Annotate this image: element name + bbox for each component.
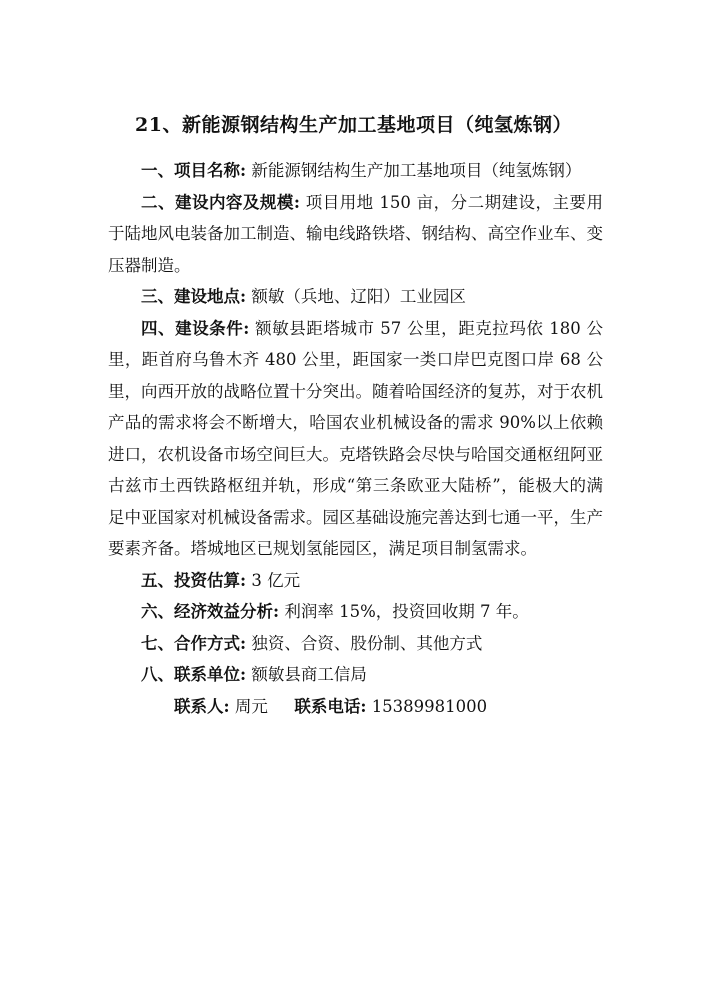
contact-phone-label: 联系电话: <box>294 696 367 716</box>
section-label: 八、联系单位: <box>141 665 247 684</box>
document-body <box>108 155 603 722</box>
section-text: 新能源钢结构生产加工基地项目（纯氢炼钢） <box>251 161 582 180</box>
section-label: 二、建设内容及规模: <box>141 192 300 212</box>
section-cooperation <box>108 628 603 660</box>
section-investment <box>108 565 603 597</box>
section-label: 三、建设地点: <box>141 287 247 306</box>
section-label: 一、项目名称: <box>141 161 247 180</box>
section-label: 七、合作方式: <box>141 633 247 653</box>
section-text: 利润率 15%，投资回收期 7 年。 <box>284 602 529 621</box>
section-text: 项目用地 150 亩，分二期建设，主要用于陆地风电装备加工制造、输电线路铁塔、钢结构、高空作业车、变压器制造。 <box>108 192 604 275</box>
section-text: 额敏县距塔城市 57 公里，距克拉玛依 180 公里，距首府乌鲁木齐 480 公里，距国家一类口岸巴克图口岸 68 公里，向西开放的战略位置十分突出。随着哈国经济的复苏，对于农机产品的需求将会不断增大，哈国农业机械设备的需求 90%以上依赖进口，农机设备市场空间巨大。克塔铁路会尽快与哈国交通枢纽阿亚古兹市土西铁路枢纽并轨，形成“第三条欧亚大陆桥”，能极大的满足中亚国家对机械设备需求。园区基础设施完善达到七通一平，生产要素齐备。塔城地区已规划氢能园区，满足项目制氢需求。 <box>108 318 604 558</box>
section-label: 五、投资估算: <box>141 570 247 590</box>
contact-phone: 15389981000 <box>371 696 488 716</box>
section-project-name <box>108 155 603 187</box>
contact-person-label: 联系人: <box>174 696 230 716</box>
section-construction-scale <box>108 187 603 282</box>
section-text: 3 亿元 <box>251 570 301 590</box>
contact-person: 周元 <box>234 696 268 716</box>
section-economic-analysis <box>108 596 603 628</box>
section-label: 四、建设条件: <box>141 318 250 338</box>
section-text: 额敏（兵地、辽阳）工业园区 <box>251 287 466 306</box>
section-label: 六、经济效益分析: <box>141 602 280 621</box>
section-contact-unit <box>108 659 603 691</box>
contact-line <box>108 691 603 723</box>
section-location <box>108 281 603 313</box>
page-title: 21、新能源钢结构生产加工基地项目（纯氢炼钢） <box>135 114 572 136</box>
section-text: 额敏县商工信局 <box>251 665 367 684</box>
section-text: 独资、合资、股份制、其他方式 <box>251 633 483 653</box>
section-conditions <box>108 313 603 565</box>
